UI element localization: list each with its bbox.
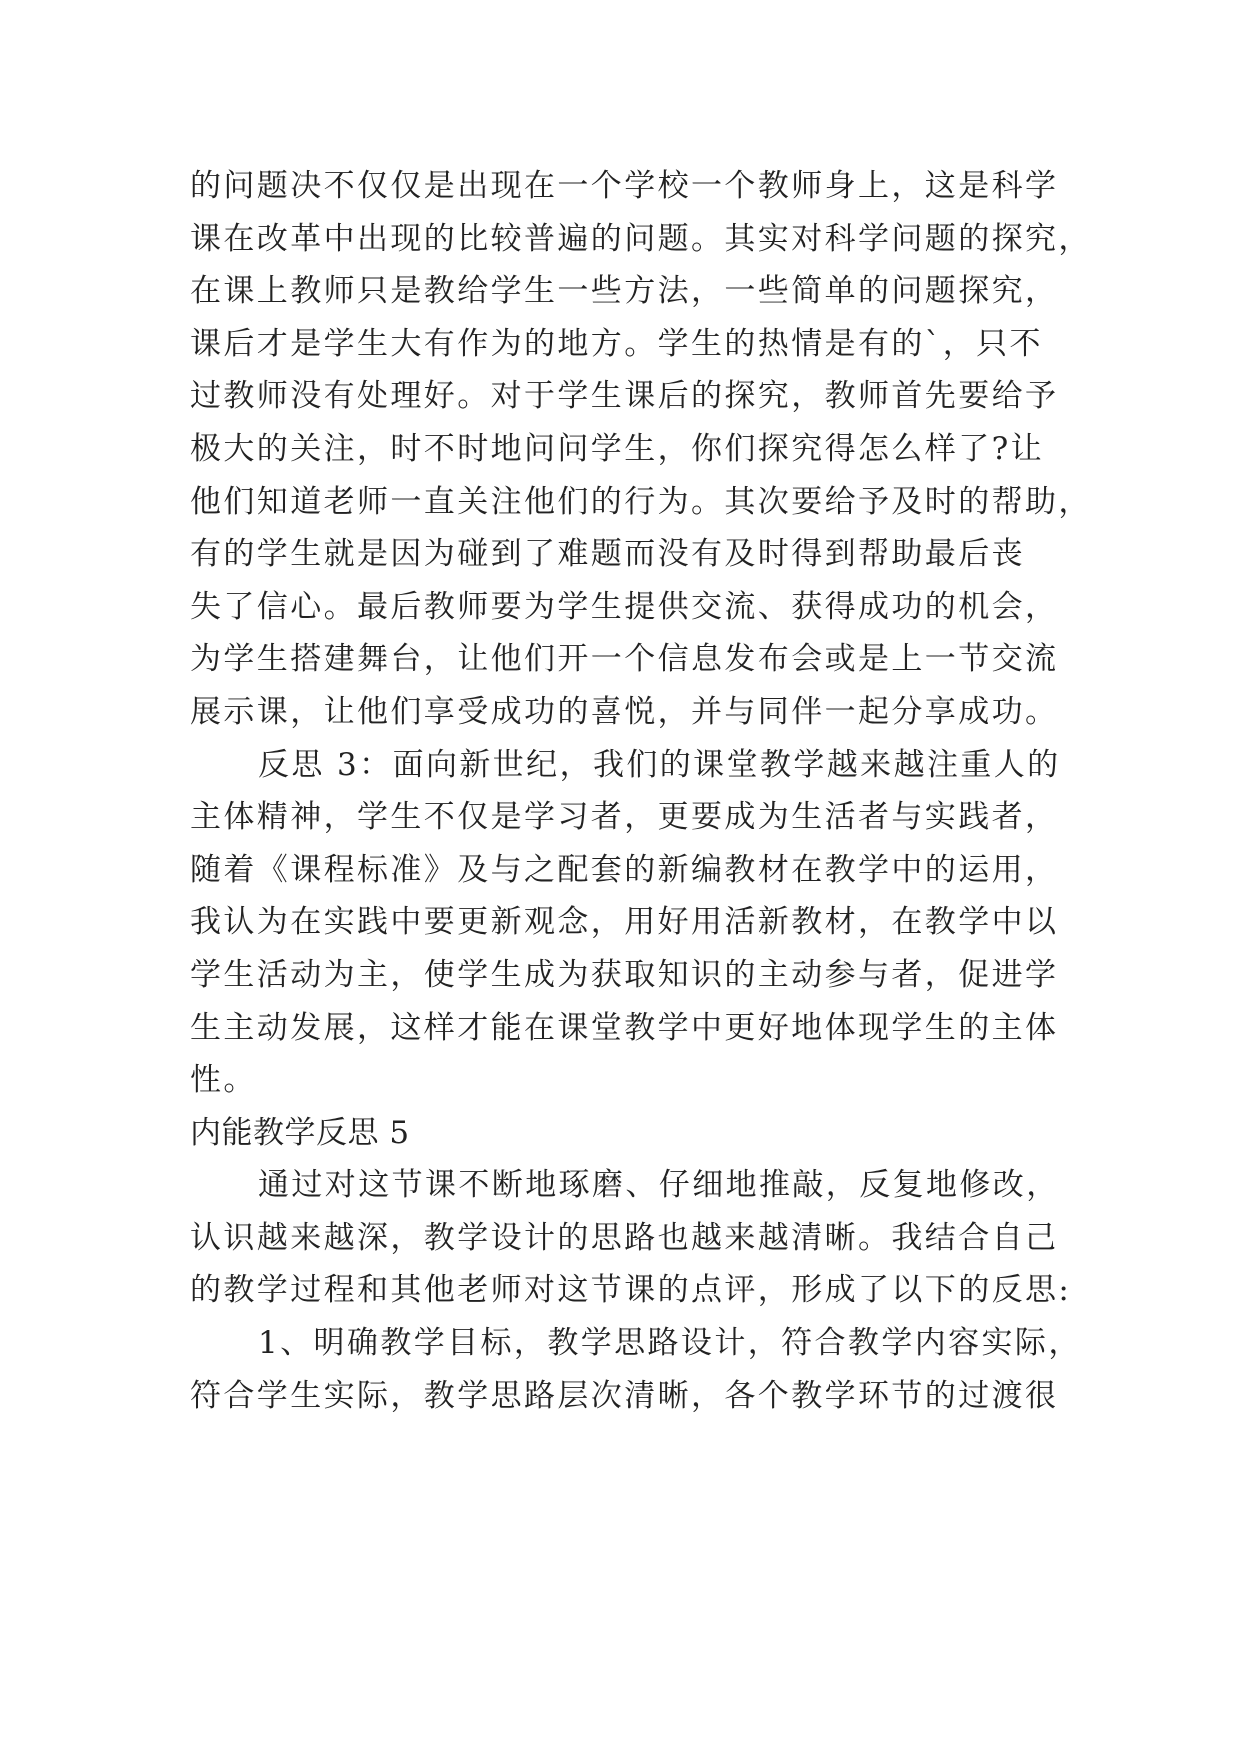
- paragraph-start-line: 通过对这节课不断地琢磨、仔细地推敲，反复地修改，: [258, 1167, 1060, 1204]
- text-line: 的问题决不仅仅是出现在一个学校一个教师身上，这是科学: [190, 168, 1059, 204]
- text-line: 他们知道老师一直关注他们的行为。其次要给予及时的帮助，: [190, 483, 1092, 520]
- text-line: 有的学生就是因为碰到了难题而没有及时得到帮助最后丧: [190, 536, 1025, 573]
- text-line: 为学生搭建舞台，让他们开一个信息发布会或是上一节交流: [190, 641, 1059, 678]
- text-line: 失了信心。最后教师要为学生提供交流、获得成功的机会，: [190, 588, 1059, 625]
- text-line: 性。: [190, 1062, 257, 1099]
- text-line: 过教师没有处理好。对于学生课后的探究，教师首先要给予: [190, 378, 1059, 415]
- text-line: 课后才是学生大有作为的地方。学生的热情是有的`，只不: [190, 325, 1043, 362]
- text-line: 展示课，让他们享受成功的喜悦，并与同伴一起分享成功。: [190, 693, 1059, 730]
- text-line: 极大的关注，时不时地问问学生，你们探究得怎么样了?让: [190, 430, 1045, 467]
- text-line: 学生活动为主，使学生成为获取知识的主动参与者，促进学: [190, 956, 1059, 993]
- text-line: 在课上教师只是教给学生一些方法，一些简单的问题探究，: [190, 273, 1059, 310]
- text-line: 的教学过程和其他老师对这节课的点评，形成了以下的反思:: [190, 1272, 1072, 1309]
- paragraph-start-line: 1、明确教学目标，教学思路设计，符合教学内容实际，: [258, 1325, 1082, 1362]
- section-heading: 内能教学反思 5: [190, 1114, 410, 1151]
- text-line: 生主动发展，这样才能在课堂教学中更好地体现学生的主体: [190, 1009, 1059, 1046]
- text-line: 课在改革中出现的比较普遍的问题。其实对科学问题的探究，: [190, 220, 1092, 257]
- text-line: 主体精神，学生不仅是学习者，更要成为生活者与实践者，: [190, 799, 1059, 836]
- paragraph-start-line: 反思 3：面向新世纪，我们的课堂教学越来越注重人的: [258, 746, 1061, 783]
- text-line: 我认为在实践中要更新观念，用好用活新教材，在教学中以: [190, 904, 1059, 941]
- text-line: 认识越来越深，教学设计的思路也越来越清晰。我结合自己: [190, 1219, 1059, 1256]
- text-line: 符合学生实际，教学思路层次清晰，各个教学环节的过渡很: [190, 1377, 1059, 1414]
- text-line: 随着《课程标准》及与之配套的新编教材在教学中的运用，: [190, 851, 1059, 888]
- body-text: [190, 160, 1092, 1422]
